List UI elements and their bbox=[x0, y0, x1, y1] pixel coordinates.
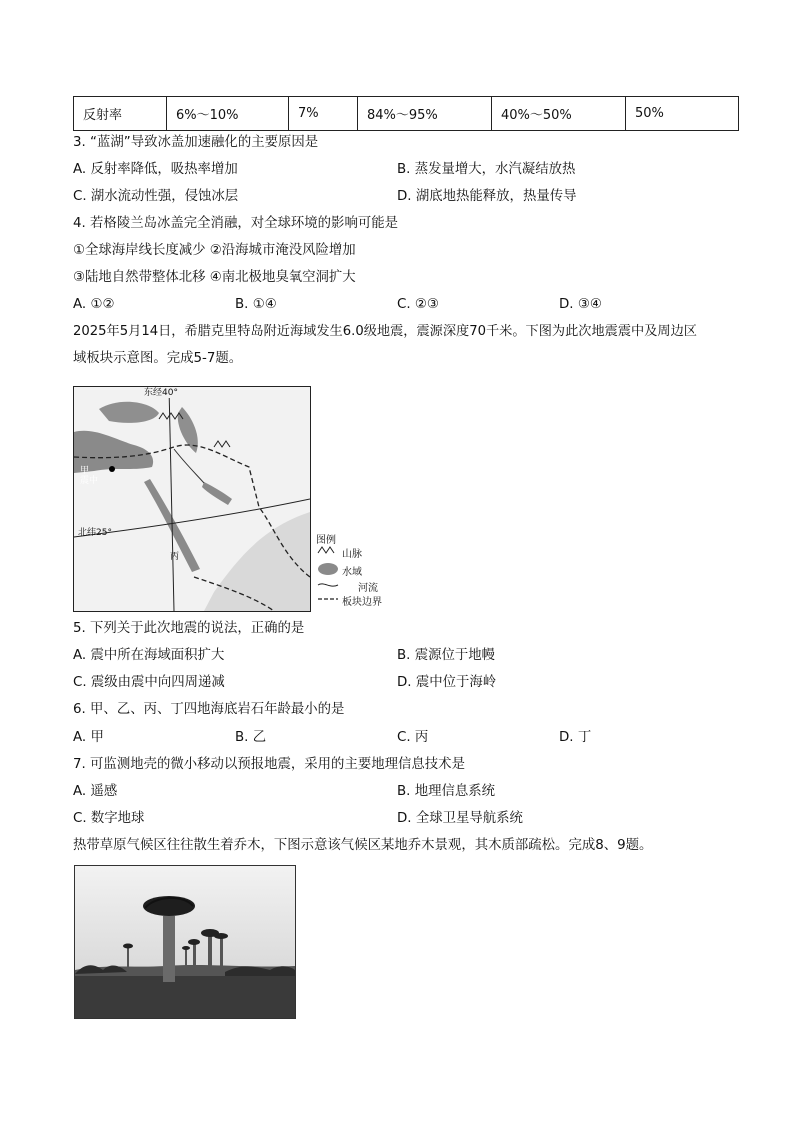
question-4-option-b: B. ①④ bbox=[235, 297, 277, 312]
question-5-option-c: C. 震级由震中向四周递减 bbox=[73, 675, 225, 690]
legend-water-symbol bbox=[318, 563, 338, 575]
legend-mountain-symbol bbox=[318, 547, 334, 553]
question-7-option-b: B. 地理信息系统 bbox=[397, 784, 496, 799]
question-6-option-b: B. 乙 bbox=[235, 730, 267, 745]
table-cell: 84%～95% bbox=[358, 97, 492, 131]
question-5-option-a: A. 震中所在海域面积扩大 bbox=[73, 648, 225, 663]
baobab-photo-drawing bbox=[75, 866, 295, 1018]
question-4-items-1: ①全球海岸线长度减少 ②沿海城市淹没风险增加 bbox=[73, 243, 356, 258]
legend-water-label: 水域 bbox=[342, 567, 362, 578]
jia-label: 甲 bbox=[80, 466, 90, 476]
question-4-stem: 4. 若格陵兰岛冰盖完全消融，对全球环境的影响可能是 bbox=[73, 216, 399, 231]
longitude-label: 东经40° bbox=[144, 386, 178, 398]
question-5-stem: 5. 下列关于此次地震的说法，正确的是 bbox=[73, 621, 305, 636]
question-6-option-a: A. 甲 bbox=[73, 730, 104, 745]
question-4-option-c: C. ②③ bbox=[397, 297, 439, 312]
table-cell: 6%～10% bbox=[167, 97, 289, 131]
legend-symbols bbox=[316, 545, 340, 611]
table-cell: 7% bbox=[289, 97, 358, 131]
question-6-option-c: C. 丙 bbox=[397, 730, 429, 745]
map-legend bbox=[316, 531, 396, 611]
plate-map-drawing bbox=[74, 387, 310, 611]
bing-label: 丙 bbox=[170, 552, 180, 562]
intro-5-7-line-2: 域板块示意图。完成5-7题。 bbox=[73, 351, 243, 366]
epicenter-marker bbox=[109, 466, 115, 472]
latitude-label: 北纬25° bbox=[78, 528, 112, 538]
question-7-option-c: C. 数字地球 bbox=[73, 811, 145, 826]
table-cell: 50% bbox=[626, 97, 739, 131]
baobab-photo bbox=[74, 865, 296, 1019]
question-3-option-c: C. 湖水流动性强，侵蚀冰层 bbox=[73, 189, 239, 204]
question-4-items-2: ③陆地自然带整体北移 ④南北极地臭氧空洞扩大 bbox=[73, 270, 356, 285]
question-6-stem: 6. 甲、乙、丙、丁四地海底岩石年龄最小的是 bbox=[73, 702, 345, 717]
table-row-label: 反射率 bbox=[74, 97, 167, 131]
legend-river-label: 河流 bbox=[358, 583, 378, 594]
question-5-option-b: B. 震源位于地幔 bbox=[397, 648, 496, 663]
question-3-option-d: D. 湖底地热能释放，热量传导 bbox=[397, 189, 577, 204]
intro-5-7-line-1: 2025年5月14日，希腊克里特岛附近海域发生6.0级地震，震源深度70千米。下图为此次地震震中及周边区 bbox=[73, 324, 697, 339]
legend-river-symbol bbox=[318, 584, 338, 586]
question-4-option-a: A. ①② bbox=[73, 297, 115, 312]
question-7-stem: 7. 可监测地壳的微小移动以预报地震，采用的主要地理信息技术是 bbox=[73, 757, 465, 772]
table-cell: 40%～50% bbox=[492, 97, 626, 131]
legend-boundary-label: 板块边界 bbox=[342, 597, 382, 608]
question-3-option-b: B. 蒸发量增大，水汽凝结放热 bbox=[397, 162, 576, 177]
plate-map bbox=[73, 386, 311, 612]
question-3-option-a: A. 反射率降低，吸热率增加 bbox=[73, 162, 238, 177]
question-7-option-d: D. 全球卫星导航系统 bbox=[397, 811, 523, 826]
question-5-option-d: D. 震中位于海岭 bbox=[397, 675, 497, 690]
intro-8-9: 热带草原气候区往往散生着乔木，下图示意该气候区某地乔木景观，其木质部疏松。完成8、9题。 bbox=[73, 838, 653, 853]
albedo-table bbox=[73, 96, 739, 131]
epicenter-label: 震中 bbox=[80, 476, 99, 486]
question-6-option-d: D. 丁 bbox=[559, 730, 592, 745]
legend-mountain-label: 山脉 bbox=[342, 549, 362, 560]
question-7-option-a: A. 遥感 bbox=[73, 784, 118, 799]
table-row bbox=[74, 97, 739, 131]
question-4-option-d: D. ③④ bbox=[559, 297, 602, 312]
legend-title: 图例 bbox=[316, 535, 336, 546]
question-3-stem: 3. “蓝湖”导致冰盖加速融化的主要原因是 bbox=[73, 135, 319, 150]
